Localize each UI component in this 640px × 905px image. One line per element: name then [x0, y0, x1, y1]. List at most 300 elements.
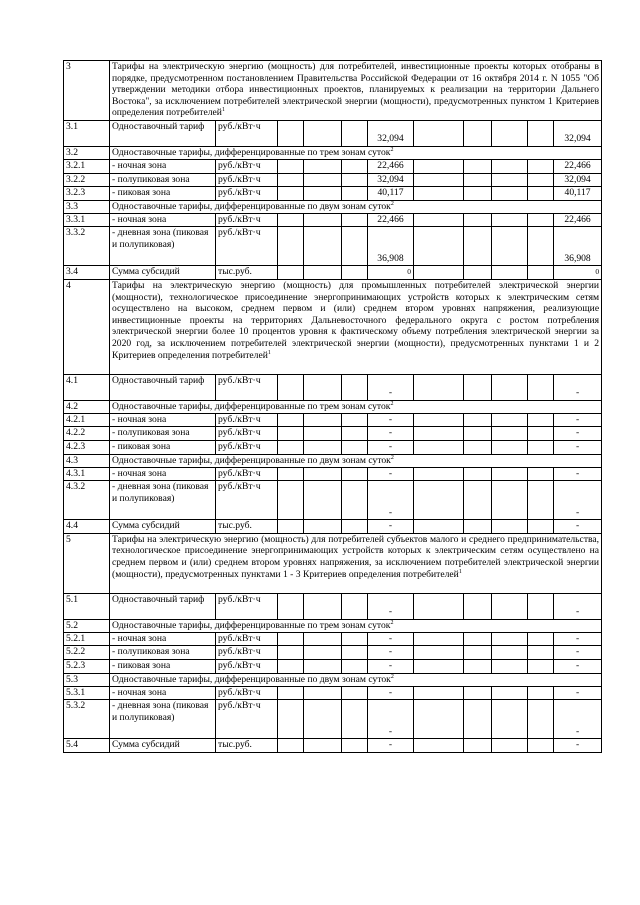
value-cell-h2: - [554, 659, 602, 673]
empty-cell [278, 686, 304, 700]
empty-cell [464, 427, 492, 441]
table-row [64, 121, 602, 147]
row-unit: тыс.руб. [216, 266, 278, 280]
empty-cell [414, 413, 464, 427]
empty-cell [278, 700, 304, 739]
empty-cell [414, 520, 464, 534]
value-cell-h2: - [554, 374, 602, 400]
subgroup-row [64, 400, 602, 413]
subgroup-title-text: Одноставочные тарифы, дифференцированные по двум зонам суток [112, 673, 391, 685]
value-cell-h1: - [368, 374, 414, 400]
empty-cell [278, 213, 304, 227]
subgroup-title-text: Одноставочные тарифы, дифференцированные по двум зонам суток [112, 200, 391, 212]
row-label: Одноставочный тариф [110, 593, 216, 619]
empty-cell [342, 632, 368, 646]
footnote-mark: 1 [267, 349, 271, 356]
empty-cell [342, 659, 368, 673]
subgroup-title [110, 400, 602, 413]
section-title [110, 279, 602, 374]
subgroup-title-text: Одноставочные тарифы, дифференцированные по трем зонам суток [112, 619, 391, 631]
empty-cell [464, 160, 492, 174]
empty-cell [492, 520, 528, 534]
row-unit: руб./кВт·ч [216, 686, 278, 700]
empty-cell [342, 739, 368, 753]
row-unit: тыс.руб. [216, 739, 278, 753]
empty-cell [528, 520, 554, 534]
row-label: - дневная зона (пиковая и полупиковая) [110, 481, 216, 520]
empty-cell [278, 467, 304, 481]
empty-cell [278, 427, 304, 441]
row-label: Сумма субсидий [110, 739, 216, 753]
row-label: - ночная зона [110, 686, 216, 700]
row-label: Сумма субсидий [110, 520, 216, 534]
subgroup-row [64, 619, 602, 632]
footnote-mark: 2 [390, 454, 394, 461]
row-unit: руб./кВт·ч [216, 440, 278, 454]
table-row [64, 632, 602, 646]
row-label: Сумма субсидий [110, 266, 216, 280]
table-row [64, 659, 602, 673]
empty-cell [528, 593, 554, 619]
row-number: 5.2.3 [64, 659, 110, 673]
empty-cell [278, 646, 304, 660]
row-label: - дневная зона (пиковая и полупиковая) [110, 700, 216, 739]
table-row [64, 700, 602, 739]
row-unit: руб./кВт·ч [216, 187, 278, 201]
value-cell-h2: - [554, 632, 602, 646]
empty-cell [528, 266, 554, 280]
row-number: 4.3.1 [64, 467, 110, 481]
empty-cell [492, 593, 528, 619]
empty-cell [492, 632, 528, 646]
row-unit: руб./кВт·ч [216, 173, 278, 187]
empty-cell [304, 739, 342, 753]
empty-cell [342, 646, 368, 660]
section-row [64, 279, 602, 374]
empty-cell [492, 213, 528, 227]
empty-cell [492, 686, 528, 700]
footnote-mark: 2 [390, 619, 394, 626]
row-label: - ночная зона [110, 413, 216, 427]
row-label: - ночная зона [110, 632, 216, 646]
value-cell-h1: - [368, 467, 414, 481]
value-cell-h2: - [554, 427, 602, 441]
row-label: - полупиковая зона [110, 173, 216, 187]
value-cell-h1: - [368, 659, 414, 673]
subgroup-number: 3.3 [64, 200, 110, 213]
row-label: Одноставочный тариф [110, 121, 216, 147]
empty-cell [414, 266, 464, 280]
empty-cell [464, 413, 492, 427]
footnote-mark: 2 [390, 400, 394, 407]
subgroup-number: 5.3 [64, 673, 110, 686]
subgroup-title-text: Одноставочные тарифы, дифференцированные по трем зонам суток [112, 400, 391, 412]
table-row [64, 213, 602, 227]
empty-cell [464, 374, 492, 400]
empty-cell [492, 646, 528, 660]
footnote-mark: 2 [390, 200, 394, 207]
row-unit: тыс.руб. [216, 520, 278, 534]
empty-cell [414, 646, 464, 660]
row-number: 5.1 [64, 593, 110, 619]
row-number: 5.3.2 [64, 700, 110, 739]
value-cell-h1: 22,466 [368, 160, 414, 174]
table-row [64, 374, 602, 400]
empty-cell [342, 374, 368, 400]
empty-cell [414, 374, 464, 400]
empty-cell [342, 481, 368, 520]
subgroup-number: 4.3 [64, 454, 110, 467]
empty-cell [464, 593, 492, 619]
subgroup-number: 4.2 [64, 400, 110, 413]
value-cell-h1: - [368, 700, 414, 739]
empty-cell [342, 413, 368, 427]
value-cell-h2: - [554, 467, 602, 481]
empty-cell [278, 227, 304, 266]
empty-cell [492, 374, 528, 400]
value-cell-h2: - [554, 593, 602, 619]
empty-cell [414, 739, 464, 753]
row-unit: руб./кВт·ч [216, 374, 278, 400]
empty-cell [304, 632, 342, 646]
empty-cell [304, 121, 342, 147]
empty-cell [414, 593, 464, 619]
empty-cell [278, 173, 304, 187]
row-number: 3.3.2 [64, 227, 110, 266]
value-cell-h1: 0 [368, 266, 414, 280]
row-label: - пиковая зона [110, 440, 216, 454]
empty-cell [464, 646, 492, 660]
table-row [64, 266, 602, 280]
empty-cell [492, 659, 528, 673]
empty-cell [342, 427, 368, 441]
empty-cell [304, 213, 342, 227]
empty-cell [528, 700, 554, 739]
value-cell-h1: - [368, 440, 414, 454]
empty-cell [414, 173, 464, 187]
row-number: 3.2.2 [64, 173, 110, 187]
empty-cell [492, 467, 528, 481]
section-title-text: Тарифы на электрическую энергию (мощность) для потребителей, инвестиционные проекты которых отобраны в порядке, предусмотренном постановлением Правительства Российской Федерации от 16 октября 2014 г. N 1055 "Об утверждении методики отбора инвестиционных проектов, планируемых к реализации на территории Дальнего Востока", за исключением потребителей электрической энергии (мощности), предусмотренных пунктом 1 Критериев определения потребителей [112, 61, 600, 119]
empty-cell [414, 187, 464, 201]
subgroup-title-text: Одноставочные тарифы, дифференцированные по трем зонам суток [112, 147, 391, 158]
empty-cell [464, 700, 492, 739]
empty-cell [278, 266, 304, 280]
empty-cell [278, 187, 304, 201]
subgroup-title [110, 147, 602, 160]
subgroup-number: 5.2 [64, 619, 110, 632]
empty-cell [528, 187, 554, 201]
row-label: - пиковая зона [110, 659, 216, 673]
row-unit: руб./кВт·ч [216, 213, 278, 227]
subgroup-title-text: Одноставочные тарифы, дифференцированные по двум зонам суток [112, 454, 391, 466]
empty-cell [304, 160, 342, 174]
empty-cell [278, 593, 304, 619]
empty-cell [492, 187, 528, 201]
row-number: 4.2.3 [64, 440, 110, 454]
table-row [64, 520, 602, 534]
row-number: 4.1 [64, 374, 110, 400]
empty-cell [464, 686, 492, 700]
empty-cell [304, 374, 342, 400]
value-cell-h2: 36,908 [554, 227, 602, 266]
empty-cell [492, 427, 528, 441]
value-cell-h2: - [554, 520, 602, 534]
empty-cell [492, 266, 528, 280]
empty-cell [464, 659, 492, 673]
subgroup-row [64, 454, 602, 467]
empty-cell [304, 467, 342, 481]
footnote-mark: 2 [390, 673, 394, 680]
empty-cell [414, 467, 464, 481]
empty-cell [464, 121, 492, 147]
empty-cell [278, 481, 304, 520]
subgroup-row [64, 673, 602, 686]
empty-cell [414, 700, 464, 739]
value-cell-h2: - [554, 700, 602, 739]
empty-cell [342, 227, 368, 266]
value-cell-h1: 22,466 [368, 213, 414, 227]
subgroup-title [110, 673, 602, 686]
value-cell-h1: - [368, 686, 414, 700]
empty-cell [528, 632, 554, 646]
row-number: 3.4 [64, 266, 110, 280]
empty-cell [304, 481, 342, 520]
row-number: 3.1 [64, 121, 110, 147]
empty-cell [414, 121, 464, 147]
value-cell-h1: - [368, 646, 414, 660]
section-number: 4 [64, 279, 110, 374]
value-cell-h2: 0 [554, 266, 602, 280]
empty-cell [414, 160, 464, 174]
empty-cell [304, 520, 342, 534]
value-cell-h1: - [368, 481, 414, 520]
row-number: 3.2.3 [64, 187, 110, 201]
empty-cell [492, 160, 528, 174]
empty-cell [528, 121, 554, 147]
subgroup-row [64, 200, 602, 213]
value-cell-h2: 32,094 [554, 173, 602, 187]
empty-cell [342, 187, 368, 201]
row-number: 4.3.2 [64, 481, 110, 520]
empty-cell [464, 227, 492, 266]
row-number: 4.2.2 [64, 427, 110, 441]
table-row [64, 481, 602, 520]
empty-cell [342, 593, 368, 619]
empty-cell [278, 121, 304, 147]
row-unit: руб./кВт·ч [216, 659, 278, 673]
empty-cell [528, 481, 554, 520]
row-label: - полупиковая зона [110, 427, 216, 441]
subgroup-title [110, 200, 602, 213]
table-row [64, 686, 602, 700]
empty-cell [414, 659, 464, 673]
row-unit: руб./кВт·ч [216, 632, 278, 646]
value-cell-h2: 22,466 [554, 213, 602, 227]
table-row [64, 467, 602, 481]
row-label: - полупиковая зона [110, 646, 216, 660]
empty-cell [304, 427, 342, 441]
row-unit: руб./кВт·ч [216, 160, 278, 174]
footnote-mark: 2 [390, 146, 394, 153]
empty-cell [414, 227, 464, 266]
value-cell-h1: - [368, 427, 414, 441]
empty-cell [464, 173, 492, 187]
empty-cell [528, 467, 554, 481]
empty-cell [304, 187, 342, 201]
value-cell-h1: 40,117 [368, 187, 414, 201]
empty-cell [304, 173, 342, 187]
empty-cell [278, 374, 304, 400]
empty-cell [342, 160, 368, 174]
value-cell-h1: - [368, 520, 414, 534]
section-title-text: Тарифы на электрическую энергию (мощность) для потребителей субъектов малого и среднего предпринимательства, технологическое присоединение энергопринимающих устройств которых к электрическим сетям осуществлено на среднем первом и (или) среднем втором уровнях напряжения, за исключением потребителей электрической энергии (мощности), предусмотренных пунктами 1 - 3 Критериев определения потребителей [112, 533, 600, 580]
section-number: 5 [64, 533, 110, 593]
empty-cell [528, 213, 554, 227]
value-cell-h1: 32,094 [368, 173, 414, 187]
empty-cell [464, 440, 492, 454]
section-number: 3 [64, 61, 110, 121]
empty-cell [278, 160, 304, 174]
empty-cell [464, 481, 492, 520]
value-cell-h2: - [554, 739, 602, 753]
empty-cell [342, 520, 368, 534]
empty-cell [464, 187, 492, 201]
row-unit: руб./кВт·ч [216, 646, 278, 660]
row-unit: руб./кВт·ч [216, 481, 278, 520]
empty-cell [342, 173, 368, 187]
empty-cell [278, 632, 304, 646]
table-row [64, 427, 602, 441]
row-label: Одноставочный тариф [110, 374, 216, 400]
footnote-mark: 1 [458, 568, 462, 575]
empty-cell [414, 632, 464, 646]
empty-cell [342, 686, 368, 700]
empty-cell [464, 632, 492, 646]
empty-cell [528, 686, 554, 700]
row-number: 5.2.1 [64, 632, 110, 646]
empty-cell [528, 440, 554, 454]
empty-cell [528, 739, 554, 753]
empty-cell [414, 440, 464, 454]
empty-cell [304, 659, 342, 673]
tariff-table [63, 60, 602, 753]
table-row [64, 739, 602, 753]
row-unit: руб./кВт·ч [216, 467, 278, 481]
table-row [64, 160, 602, 174]
empty-cell [304, 700, 342, 739]
empty-cell [464, 739, 492, 753]
empty-cell [304, 646, 342, 660]
empty-cell [492, 227, 528, 266]
row-unit: руб./кВт·ч [216, 427, 278, 441]
empty-cell [278, 520, 304, 534]
empty-cell [304, 413, 342, 427]
value-cell-h2: - [554, 440, 602, 454]
subgroup-row [64, 147, 602, 160]
row-label: - ночная зона [110, 160, 216, 174]
empty-cell [342, 213, 368, 227]
empty-cell [464, 520, 492, 534]
empty-cell [528, 227, 554, 266]
table-row [64, 227, 602, 266]
row-number: 3.3.1 [64, 213, 110, 227]
empty-cell [278, 739, 304, 753]
subgroup-title [110, 454, 602, 467]
empty-cell [492, 440, 528, 454]
section-title [110, 533, 602, 593]
section-row [64, 61, 602, 121]
row-number: 5.3.1 [64, 686, 110, 700]
empty-cell [528, 413, 554, 427]
row-unit: руб./кВт·ч [216, 121, 278, 147]
tariff-table-body [64, 61, 602, 753]
value-cell-h1: - [368, 739, 414, 753]
value-cell-h1: - [368, 632, 414, 646]
empty-cell [492, 121, 528, 147]
empty-cell [528, 659, 554, 673]
empty-cell [342, 440, 368, 454]
row-label: - дневная зона (пиковая и полупиковая) [110, 227, 216, 266]
empty-cell [492, 739, 528, 753]
row-number: 5.2.2 [64, 646, 110, 660]
empty-cell [342, 266, 368, 280]
row-unit: руб./кВт·ч [216, 413, 278, 427]
table-row [64, 187, 602, 201]
row-number: 3.2.1 [64, 160, 110, 174]
empty-cell [528, 646, 554, 660]
empty-cell [492, 481, 528, 520]
footnote-mark: 1 [221, 107, 225, 114]
value-cell-h2: 40,117 [554, 187, 602, 201]
section-title-text: Тарифы на электрическую энергию (мощность) для промышленных потребителей электрической энергии (мощности), технологическое присоединение энергопринимающих устройств которых к электрическим сетям осуществлено на высоком, среднем первом и (или) среднем втором уровнях напряжения, реализующие инвестиционные проекты на территориях Дальневосточного федерального округа с ростом потребления электрической энергии более 10 процентов уровня к фактическому объему потребления электрической энергии за 2020 год, за исключением потребителей электрической энергии (мощности), предусмотренных пунктами 1 и 2 Критериев определения потребителей [112, 279, 600, 361]
table-row [64, 593, 602, 619]
empty-cell [342, 700, 368, 739]
row-label: - пиковая зона [110, 187, 216, 201]
empty-cell [492, 413, 528, 427]
table-row [64, 173, 602, 187]
empty-cell [414, 213, 464, 227]
value-cell-h2: - [554, 686, 602, 700]
row-unit: руб./кВт·ч [216, 227, 278, 266]
empty-cell [528, 160, 554, 174]
subgroup-number: 3.2 [64, 147, 110, 160]
value-cell-h2: - [554, 413, 602, 427]
value-cell-h1: - [368, 413, 414, 427]
empty-cell [464, 266, 492, 280]
empty-cell [528, 427, 554, 441]
value-cell-h2: 22,466 [554, 160, 602, 174]
empty-cell [342, 467, 368, 481]
empty-cell [304, 593, 342, 619]
empty-cell [342, 121, 368, 147]
row-unit: руб./кВт·ч [216, 700, 278, 739]
empty-cell [304, 440, 342, 454]
section-row [64, 533, 602, 593]
empty-cell [278, 413, 304, 427]
section-title [110, 61, 602, 121]
empty-cell [528, 374, 554, 400]
value-cell-h1: 32,094 [368, 121, 414, 147]
value-cell-h1: 36,908 [368, 227, 414, 266]
empty-cell [414, 686, 464, 700]
value-cell-h2: - [554, 481, 602, 520]
empty-cell [492, 700, 528, 739]
value-cell-h1: - [368, 593, 414, 619]
table-row [64, 646, 602, 660]
table-row [64, 440, 602, 454]
empty-cell [304, 266, 342, 280]
